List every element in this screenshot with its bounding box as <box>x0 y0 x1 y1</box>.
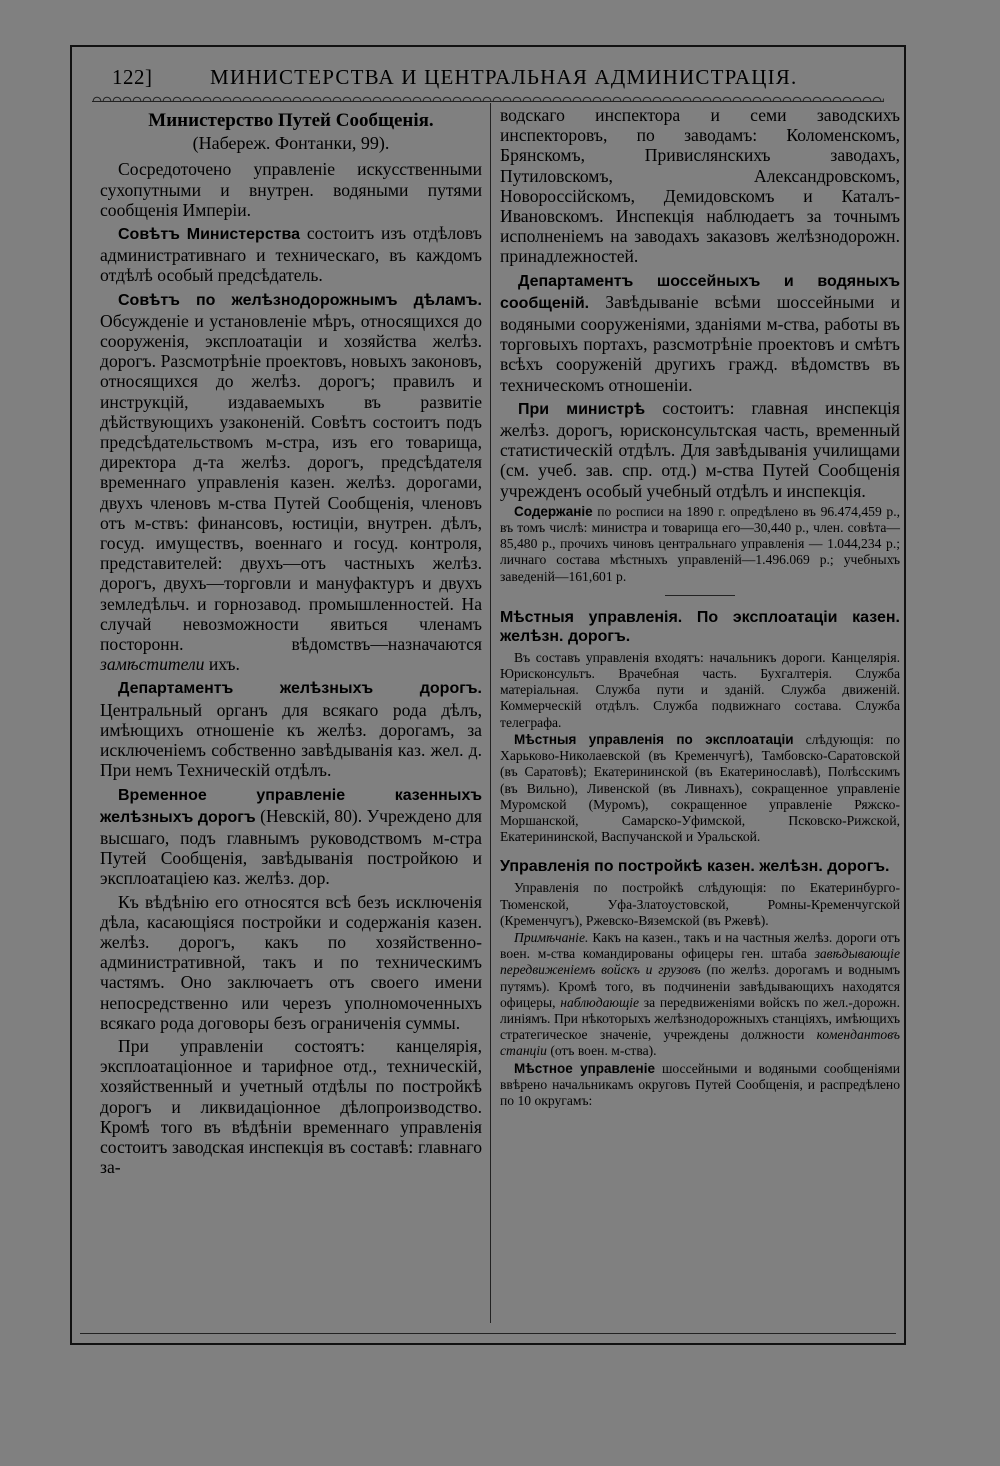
section-title: Министерство Путей Сообщенія. <box>148 110 434 131</box>
section-address: (Набереж. Фонтанки, 99). <box>192 133 390 154</box>
right-column <box>500 105 900 1110</box>
run-in-heading: Департаментъ желѣзныхъ дорогъ. <box>118 680 482 698</box>
paragraph: Временное управленіе казенныхъ желѣзныхъ дорогъ (Невскій, 80). Учреждено для высшаго, подъ главнымъ руководствомъ м-стра Путей Сообщенія, завѣдыванія постройкою и эксплоатаціею каз. желѣз. дор. <box>100 786 483 889</box>
paragraph: Сосредоточено управленіе искусственными сухопутными и внутрен. водяными путями сообщенія Имперіи. <box>100 159 482 220</box>
left-column <box>100 105 482 1180</box>
run-in-heading: Временное управленіе казенныхъ желѣзныхъ дорогъ <box>100 786 482 826</box>
page-frame <box>70 45 906 1345</box>
header-ornament-rule <box>92 93 884 102</box>
paragraph: водскаго инспектора и семи заводскихъ инспекторовъ, по заводамъ: Коломенскомъ, Брянскомъ, Привислянскихъ заводахъ, Путиловскомъ, Александровскомъ, Новороссійскомъ, Демидовскомъ и Каталъ-Ивановскомъ. Инспекція наблюдаетъ за точнымъ исполненіемъ на заводахъ заказовъ желѣзнодорожн. принадлежностей. <box>500 105 900 267</box>
paragraph: Къ вѣдѣнію его относятся всѣ безъ исключенія дѣла, касающіяся постройки и содержанія казен. желѣз. дорогъ, какъ по хозяйственно-административной, такъ и по техническимъ частямъ. Оно заключаетъ отъ своего имени непосредственно или черезъ уполномоченныхъ всякаго рода договоры безъ ограниченія суммы. <box>100 891 482 1033</box>
run-in-heading: Совѣтъ Министерства <box>118 226 301 244</box>
paragraph: Мѣстное управленіе шоссейными и водяными сообщеніями ввѣрено начальникамъ округовъ Путей Сообщенія, и распредѣлено по 10 округамъ: <box>500 1060 900 1108</box>
paragraph: Департаментъ шоссейныхъ и водяныхъ сообщеній. Завѣдываніе всѣми шоссейными и водяными сооруженіями, зданіями м-ства, работы въ торговыхъ портахъ, разсмотрѣніе проектовъ и смѣтъ всѣхъ сооруженій другихъ гражд. вѣдомствъ въ техническомъ отношеніи. <box>500 272 900 395</box>
paragraph: При министрѣ состоитъ: главная инспекція желѣз. дорогъ, юрисконсультская часть, временный статистическій отдѣлъ. Для завѣдыванія училищами (см. учеб. зав. спр. отд.) м-ства Путей Сообщенія учрежденъ особый учебный отдѣлъ и инспекція. <box>500 397 900 501</box>
run-in-heading: Мѣстныя управленія по эксплоатаціи <box>514 731 794 747</box>
paragraph: Совѣтъ по желѣзнодорожнымъ дѣламъ. Обсужденіе и установленіе мѣръ, относящихся до сооруженія, эксплоатаціи и хозяйства желѣз. дорогъ. Разсмотрѣніе проектовъ, новыхъ законовъ, относящихся до желѣз. дорогъ; правилъ и инструкцій, издаваемыхъ въ развитіе дѣйствующихъ узаконеній. Совѣтъ состоитъ подъ предсѣдательствомъ м-стра, изъ его товарища, директора д-та желѣз. дорогъ, предсѣдателя временнаго управленія казен. желѣз. дорогами, двухъ членовъ м-ства Путей Сообщенія, членовъ отъ м-ствъ: финансовъ, юстиціи, внутрен. дѣлъ, госуд. имуществъ, военнаго и госуд. контроля, представителей: двухъ—отъ частныхъ желѣз. дорогъ, двухъ—торговли и мануфактуръ и двухъ земледѣльч. и горнозавод. промышленностей. На случай невозможности явиться членамъ посторонн. вѣдомствъ—назначаются замѣстители ихъ. <box>100 291 482 675</box>
section-heading: Управленія по постройкѣ казен. желѣзн. дорогъ. <box>500 858 890 876</box>
paragraph: Въ составъ управленія входятъ: начальникъ дороги. Канцелярія. Юрисконсультъ. Врачебная часть. Бухгалтерія. Служба матеріальная. Служба пути и зданій. Служба движеній. Коммерческій отдѣлъ. Служба подвижнаго состава. Служба телеграфа. <box>500 649 900 730</box>
run-in-heading: При министрѣ <box>518 400 646 418</box>
run-in-heading: Содержаніе <box>514 503 593 519</box>
paragraph: Департаментъ желѣзныхъ дорогъ. Центральный органъ для всякаго рода дѣлъ, имѣющихъ отношеніе къ желѣз. дорогамъ, за исключеніемъ собственно завѣдыванія каз. жел. д. При немъ Техническій отдѣлъ. <box>100 680 482 781</box>
page-header <box>72 61 904 91</box>
paragraph: Совѣтъ Министерства состоитъ изъ отдѣловъ административнаго и техническаго, въ каждомъ отдѣлѣ особый предсѣдатель. <box>100 223 482 286</box>
paragraph: Управленія по постройкѣ слѣдующія: по Екатеринбурго-Тюменской, Уфа-Златоустовской, Ромны-Кременчугской (Кременчугъ), Ржевско-Вяземской (въ Ржевѣ). <box>500 880 900 928</box>
paragraph: При управленіи состоятъ: канцелярія, эксплоатаціонное и тарифное отд., техническій, хозяйственный и учетный отдѣлы по постройкѣ дорогъ и ликвидаціонное дѣлопроизводство. Кромѣ того въ вѣдѣніи временнаго управленія состоитъ заводская инспекція въ составѣ: главнаго за- <box>100 1035 482 1178</box>
section-heading: Мѣстныя управленія. По эксплоатаціи казен. желѣзн. дорогъ. <box>500 608 900 645</box>
note-paragraph: Примѣчаніе. Какъ на казен., такъ и на частныя желѣз. дороги отъ воен. м-ства командированы офицеры ген. штаба завѣдывающіе передвиженіемъ войскъ и грузовъ (по желѣз. дорогамъ и воднымъ путямъ). Кромѣ того, въ подчиненіи завѣдывающихъ находятся офицеры, наблюдающіе за передвиженіями войскъ по жел.-дорожн. линіямъ. При нѣкоторыхъ желѣзнодорожныхъ станціяхъ, имѣющихъ стратегическое значеніе, учреждены должности комендантовъ станціи (отъ воен. м-ства). <box>500 929 900 1059</box>
run-in-heading: Департаментъ шоссейныхъ и водяныхъ сообщеній. <box>500 272 900 312</box>
running-title: МИНИСТЕРСТВА И ЦЕНТРАЛЬНАЯ АДМИНИСТРАЦІЯ. <box>210 65 798 89</box>
page-number: 122] <box>112 65 153 89</box>
paragraph: Мѣстныя управленія по эксплоатаціи слѣдующія: по Харьково-Николаевской (въ Кременчугѣ), Тамбовско-Саратовской (въ Саратовѣ); Екатерининской (въ Екатеринославѣ), Полѣсскимъ (въ Вильно), Ливенской (въ Ливнахъ), сокращенное управленіе Муромской (Муромъ), сокращенное управленіе Ряжско-Моршанской, Самарско-Уфимской, Псковско-Рижской, Екатерининской, Васпучанской и Уральской. <box>500 731 901 845</box>
run-in-heading: Мѣстное управленіе <box>514 1060 655 1076</box>
budget-paragraph: Содержаніе по росписи на 1890 г. опредѣлено въ 96.474,459 р., въ томъ числѣ: министра и товарища его—30,440 р., член. совѣта—85,480 р., прочихъ чиновъ центральнаго управленія — 1.044,234 р.; личнаго состава мѣстныхъ управленій—1.496.069 р.; учебныхъ заведеній—161,601 р. <box>500 503 900 584</box>
section-separator <box>665 595 735 596</box>
run-in-heading: Совѣтъ по желѣзнодорожнымъ дѣламъ. <box>118 291 482 309</box>
bottom-rule <box>80 1333 896 1334</box>
column-divider <box>490 103 491 1323</box>
